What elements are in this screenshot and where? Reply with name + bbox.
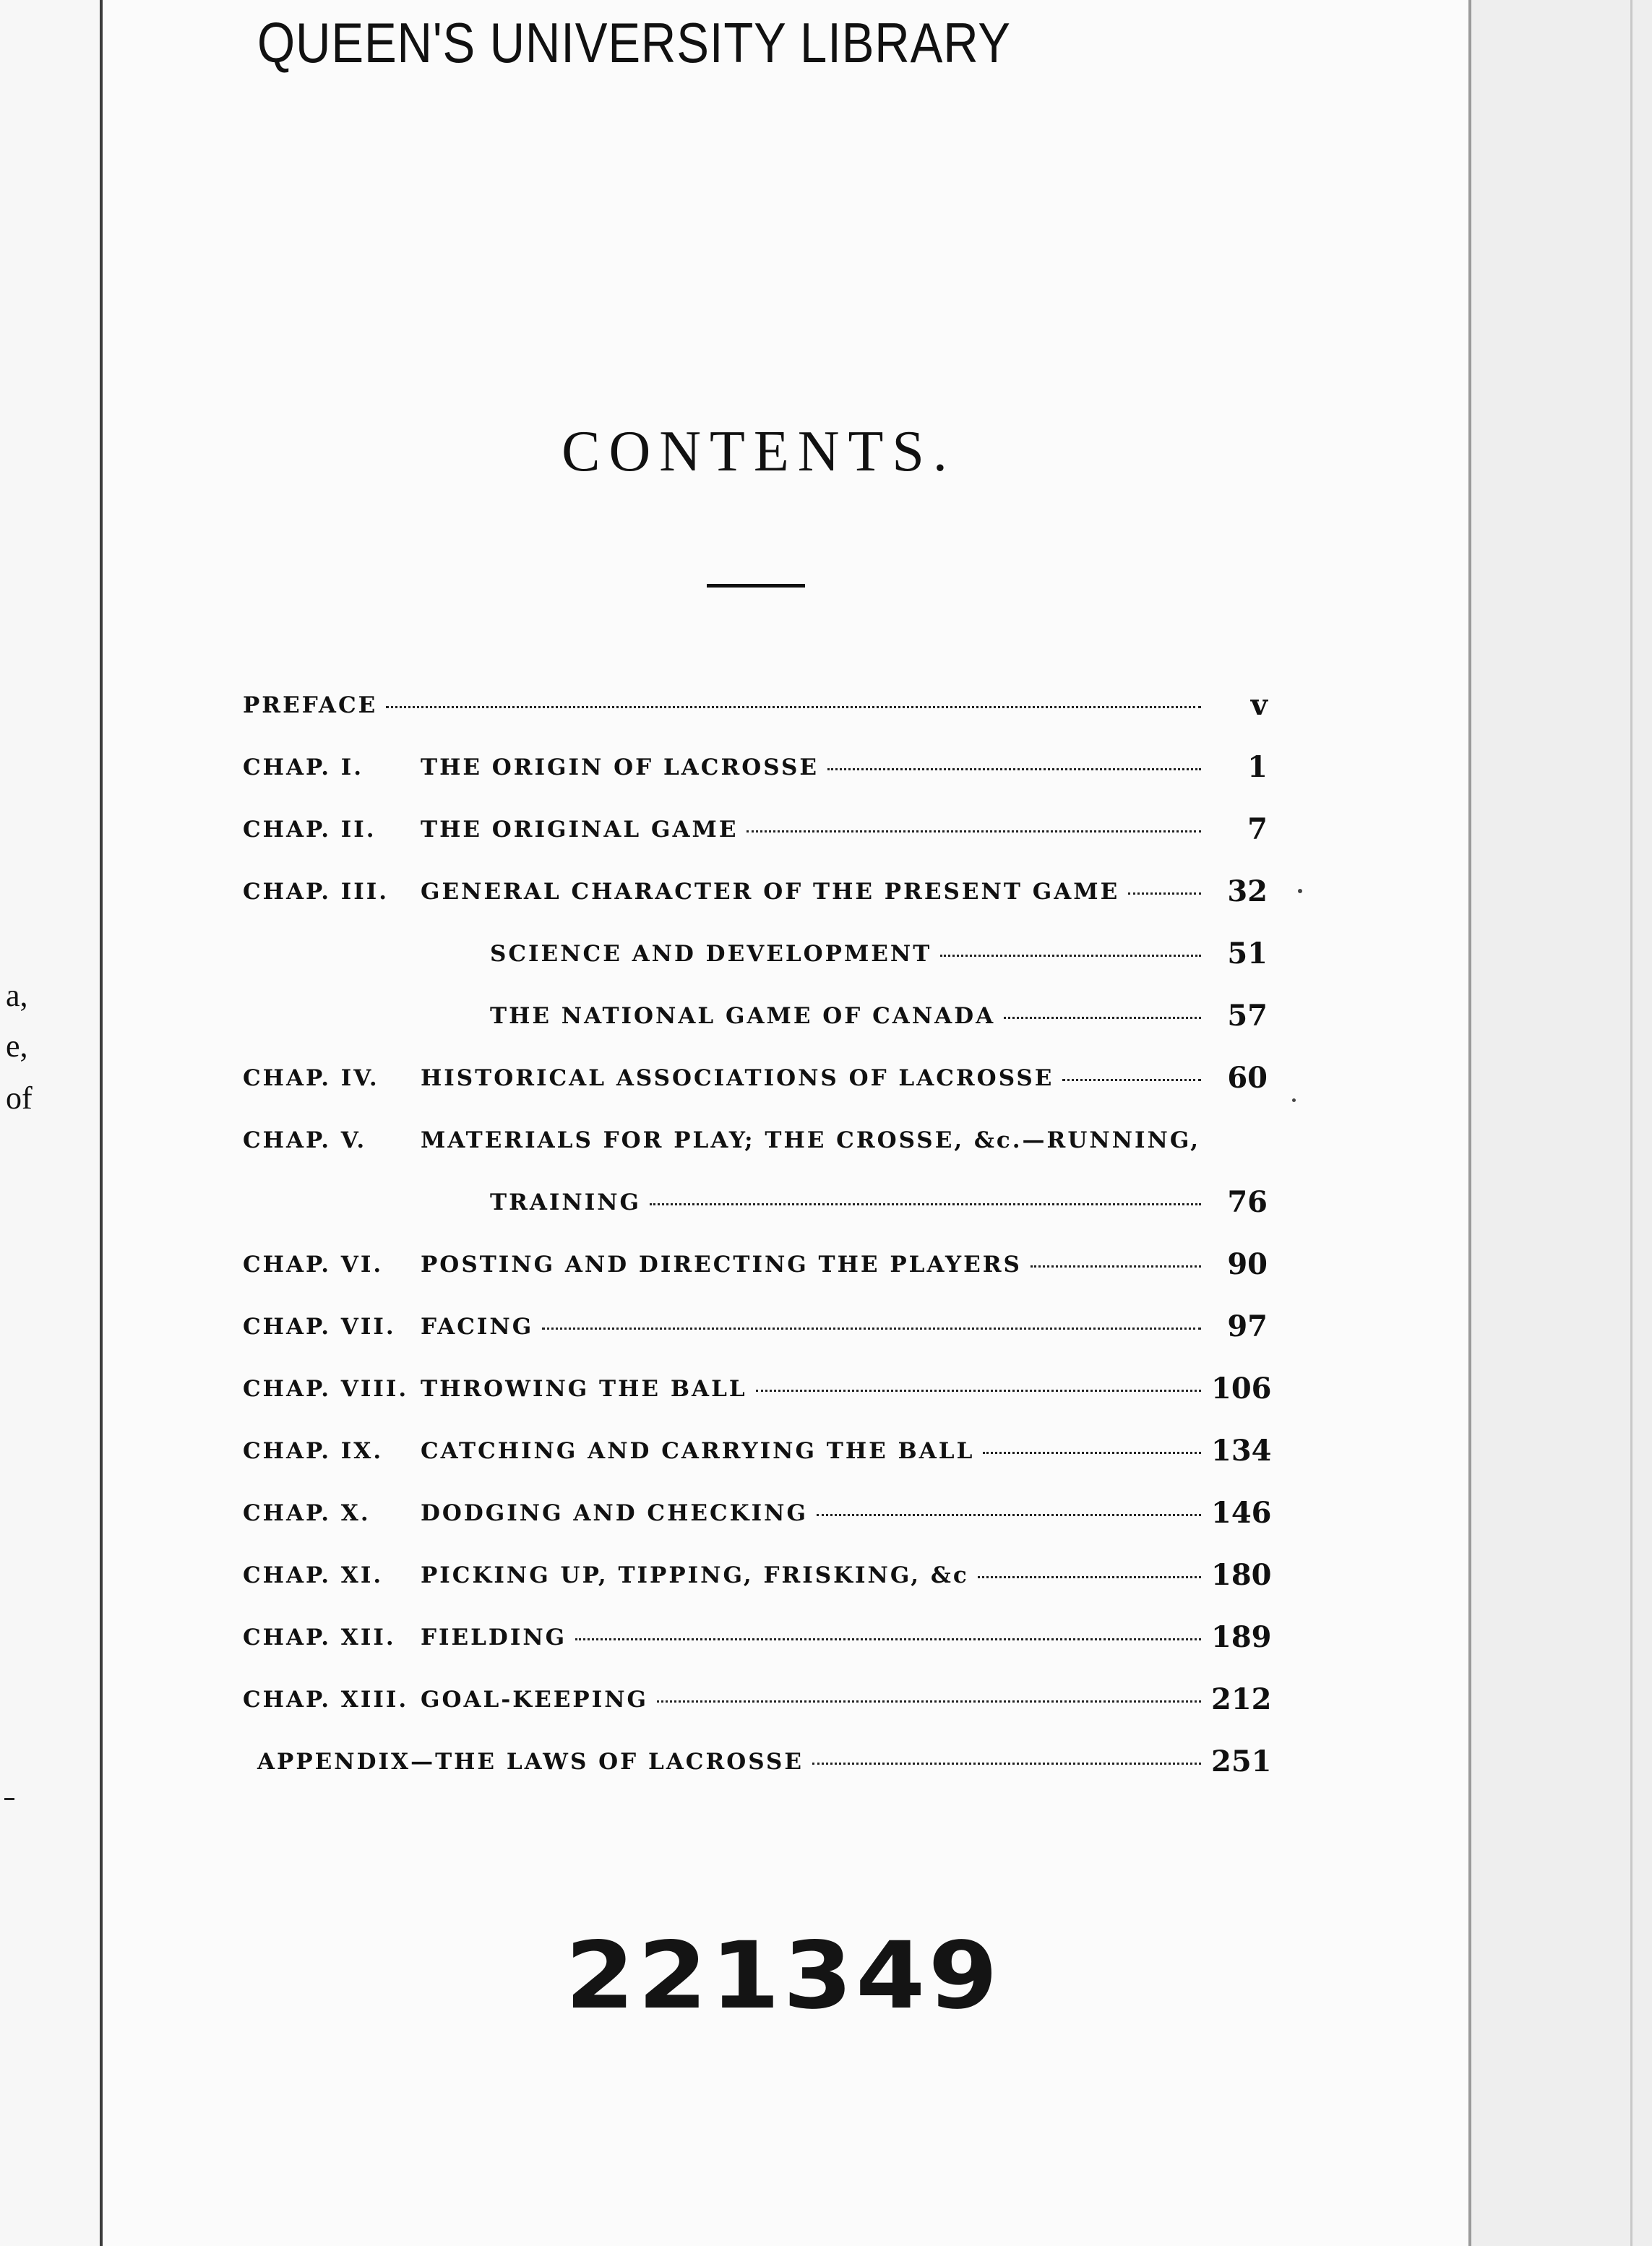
- toc-chapter-label: CHAP. XIII.: [243, 1687, 409, 1713]
- ink-speck: [1292, 1098, 1296, 1102]
- toc-entry: [421, 1314, 1210, 1340]
- contents-page: [103, 0, 1468, 2246]
- toc-line: [243, 1744, 1272, 1792]
- toc-line: [243, 1496, 1272, 1544]
- toc-line: [243, 1372, 1272, 1419]
- dot-leader: [1004, 1017, 1201, 1019]
- toc-page-number: 60: [1227, 1061, 1268, 1095]
- dot-leader: [983, 1452, 1201, 1454]
- toc-page-number: 76: [1227, 1185, 1268, 1219]
- toc-chapter-label: CHAP. V.: [243, 1127, 367, 1153]
- toc-page-number: 212: [1211, 1682, 1272, 1716]
- toc-page-number: 7: [1247, 812, 1268, 846]
- toc-page-number: 51: [1227, 937, 1268, 971]
- toc-entry-title: THROWING THE BALL: [421, 1376, 747, 1402]
- toc-page-number: 97: [1227, 1309, 1268, 1343]
- fragment-line-1: a,: [6, 978, 28, 1013]
- toc-page-number: 251: [1211, 1744, 1272, 1778]
- fragment-line-3: of: [6, 1080, 33, 1116]
- page-title: CONTENTS.: [562, 420, 956, 483]
- toc-entry-title: PICKING UP, TIPPING, FRISKING, &c: [421, 1562, 969, 1588]
- accession-number: 221349: [565, 1922, 1002, 2030]
- toc-entry: [490, 941, 1210, 967]
- toc-entry-title: GENERAL CHARACTER OF THE PRESENT GAME: [421, 879, 1120, 905]
- toc-page-number: 189: [1211, 1620, 1272, 1654]
- toc-line: [243, 1309, 1268, 1357]
- toc-entry: [421, 1625, 1210, 1651]
- toc-line: [243, 1061, 1268, 1109]
- toc-line: [243, 1434, 1272, 1481]
- toc-entry: [421, 1065, 1210, 1091]
- toc-line: [243, 1620, 1272, 1668]
- toc-entry: [421, 1562, 1210, 1588]
- right-strip-edge: [1630, 0, 1632, 2246]
- left-page-fragment: [0, 0, 101, 2246]
- toc-line: [243, 1127, 1268, 1171]
- toc-chapter-label: CHAP. XII.: [243, 1625, 396, 1651]
- toc-line: [243, 750, 1268, 798]
- toc-entry-title: FIELDING: [421, 1625, 567, 1651]
- toc-page-number: 106: [1211, 1372, 1272, 1406]
- toc-entry-title: TRAINING: [490, 1189, 642, 1215]
- toc-chapter-label: CHAP. VII.: [243, 1314, 396, 1340]
- dot-leader: [657, 1700, 1201, 1703]
- toc-entry-title: FACING: [421, 1314, 534, 1340]
- ink-speck: [1298, 889, 1302, 893]
- toc-entry: [421, 1376, 1210, 1402]
- toc-entry: [257, 1749, 1210, 1775]
- toc-page-number: 180: [1211, 1558, 1272, 1592]
- toc-page-number: 32: [1227, 874, 1268, 908]
- toc-entry-title: GOAL-KEEPING: [421, 1687, 649, 1713]
- toc-chapter-label: CHAP. I.: [243, 754, 364, 780]
- toc-page-number: 90: [1227, 1247, 1268, 1281]
- fragment-dash: [4, 1798, 14, 1800]
- toc-entry: [421, 1127, 1268, 1153]
- dot-leader: [386, 706, 1201, 708]
- toc-chapter-label: CHAP. II.: [243, 817, 377, 843]
- toc-entry-title: HISTORICAL ASSOCIATIONS OF LACROSSE: [421, 1065, 1054, 1091]
- toc-entry-title: CATCHING AND CARRYING THE BALL: [421, 1438, 975, 1464]
- dot-leader: [1031, 1265, 1201, 1268]
- toc-entry: [421, 1687, 1210, 1713]
- toc-line: [243, 999, 1268, 1046]
- toc-chapter-label: CHAP. XI.: [243, 1562, 384, 1588]
- toc-entry: [243, 692, 1210, 718]
- dot-leader: [827, 768, 1201, 770]
- toc-page-number: 146: [1211, 1496, 1272, 1530]
- toc-chapter-label: CHAP. VI.: [243, 1252, 384, 1278]
- fragment-line-2: e,: [6, 1028, 28, 1064]
- toc-entry: [421, 879, 1210, 905]
- toc-entry-title: THE NATIONAL GAME OF CANADA: [490, 1003, 996, 1029]
- toc-line: [243, 937, 1268, 984]
- toc-page-number: 134: [1211, 1434, 1272, 1468]
- library-stamp: QUEEN'S UNIVERSITY LIBRARY: [257, 11, 1011, 74]
- toc-line: [243, 688, 1268, 736]
- dot-leader: [978, 1576, 1201, 1578]
- toc-entry-title: POSTING AND DIRECTING THE PLAYERS: [421, 1252, 1022, 1278]
- toc-line: [243, 1682, 1272, 1730]
- toc-chapter-label: CHAP. IV.: [243, 1065, 379, 1091]
- dot-leader: [940, 955, 1201, 957]
- toc-line: [243, 1558, 1272, 1606]
- toc-entry: [421, 1500, 1210, 1526]
- right-page-strip: [1471, 0, 1652, 2246]
- toc-entry: [490, 1189, 1210, 1215]
- dot-leader: [575, 1638, 1201, 1640]
- toc-chapter-label: CHAP. III.: [243, 879, 390, 905]
- toc-entry: [490, 1003, 1210, 1029]
- dot-leader: [1128, 892, 1201, 895]
- toc-entry-title: APPENDIX—THE LAWS OF LACROSSE: [257, 1749, 804, 1775]
- toc-entry: [421, 1252, 1210, 1278]
- toc-chapter-label: CHAP. X.: [243, 1500, 371, 1526]
- toc-chapter-label: CHAP. VIII.: [243, 1376, 409, 1402]
- toc-entry-title: MATERIALS FOR PLAY; THE CROSSE, &c.—RUNNING,: [421, 1127, 1201, 1153]
- dot-leader: [1062, 1079, 1201, 1081]
- toc-line: [243, 1185, 1268, 1233]
- dot-leader: [747, 830, 1201, 832]
- toc-line: [243, 874, 1268, 922]
- toc-chapter-label: CHAP. IX.: [243, 1438, 384, 1464]
- toc-entry-title: THE ORIGINAL GAME: [421, 817, 739, 843]
- toc-page-number: 57: [1227, 999, 1268, 1033]
- dot-leader: [812, 1763, 1201, 1765]
- toc-page-number: v: [1250, 688, 1268, 722]
- toc-entry-title: DODGING AND CHECKING: [421, 1500, 808, 1526]
- toc-entry: [421, 817, 1210, 843]
- dot-leader: [542, 1328, 1201, 1330]
- dot-leader: [650, 1203, 1201, 1205]
- toc-entry-title: THE ORIGIN OF LACROSSE: [421, 754, 819, 780]
- title-rule: [707, 584, 805, 588]
- toc-line: [243, 1247, 1268, 1295]
- toc-page-number: 1: [1247, 750, 1268, 784]
- toc-entry: [421, 1438, 1210, 1464]
- toc-entry-title: SCIENCE AND DEVELOPMENT: [490, 941, 932, 967]
- toc-line: [243, 812, 1268, 860]
- dot-leader: [756, 1390, 1201, 1392]
- toc-entry-title: PREFACE: [243, 692, 378, 718]
- dot-leader: [817, 1514, 1201, 1516]
- toc-entry: [421, 754, 1210, 780]
